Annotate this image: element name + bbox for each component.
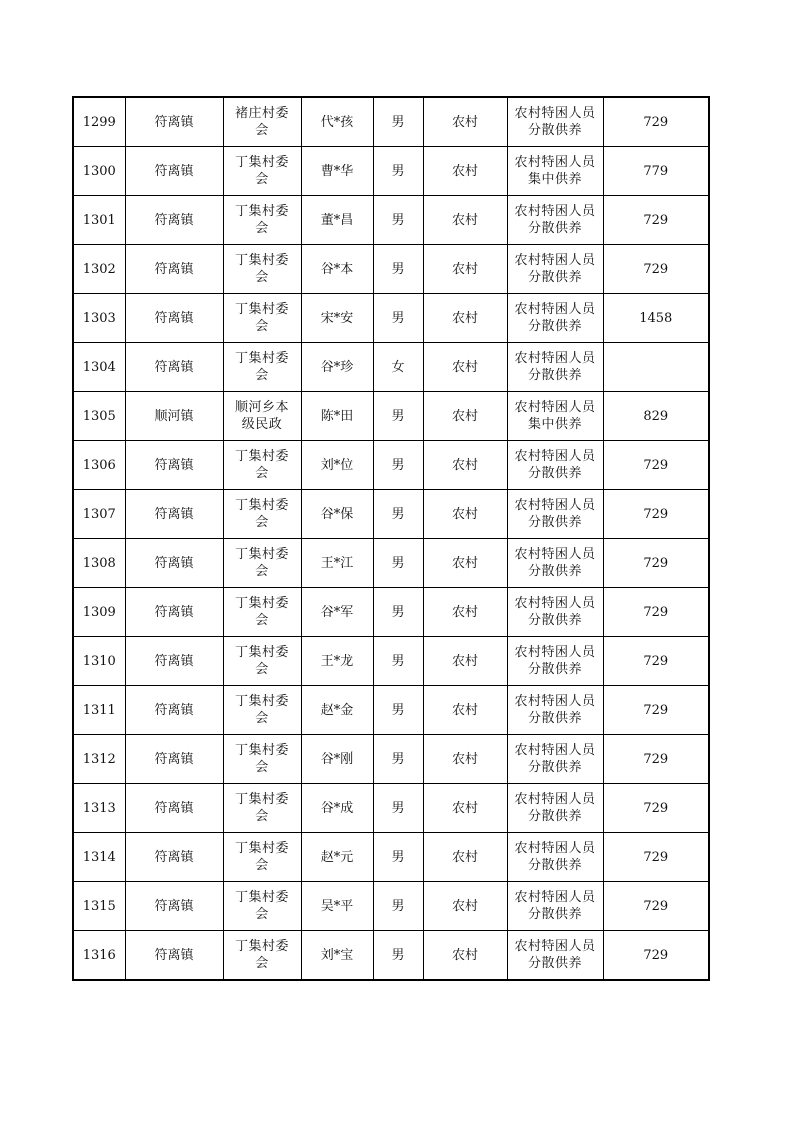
cell-residence-type: 农村 (423, 490, 507, 539)
cell-amount (603, 343, 709, 392)
cell-support-category (507, 294, 603, 343)
cell-amount: 729 (603, 882, 709, 931)
cell-residence-type: 农村 (423, 294, 507, 343)
cell-support-category-text: 农村特困人员分散供养 (514, 253, 596, 285)
roster-body (73, 97, 709, 980)
cell-amount: 729 (603, 245, 709, 294)
cell-town: 符离镇 (125, 735, 223, 784)
cell-sex: 男 (373, 637, 423, 686)
table-row (73, 784, 709, 833)
cell-sex: 男 (373, 196, 423, 245)
roster-table (72, 96, 710, 981)
cell-serial-number: 1311 (73, 686, 125, 735)
cell-village-text: 丁集村委会 (234, 694, 289, 726)
cell-village-text: 丁集村委会 (234, 939, 289, 971)
cell-person-name: 代*孩 (301, 97, 373, 147)
cell-serial-number: 1313 (73, 784, 125, 833)
cell-residence-type: 农村 (423, 784, 507, 833)
cell-support-category-text: 农村特困人员分散供养 (514, 694, 596, 726)
table-row (73, 441, 709, 490)
cell-village-text: 顺河乡本级民政 (234, 400, 289, 432)
cell-village-text: 褚庄村委会 (234, 106, 289, 138)
cell-amount: 729 (603, 735, 709, 784)
cell-residence-type: 农村 (423, 245, 507, 294)
cell-residence-type: 农村 (423, 882, 507, 931)
cell-residence-type: 农村 (423, 392, 507, 441)
cell-village-text: 丁集村委会 (234, 645, 289, 677)
cell-residence-type: 农村 (423, 539, 507, 588)
cell-serial-number: 1307 (73, 490, 125, 539)
cell-support-category (507, 833, 603, 882)
cell-village (223, 539, 301, 588)
cell-residence-type: 农村 (423, 686, 507, 735)
cell-amount: 729 (603, 784, 709, 833)
table-row (73, 196, 709, 245)
cell-village (223, 147, 301, 196)
cell-serial-number: 1309 (73, 588, 125, 637)
cell-amount: 779 (603, 147, 709, 196)
cell-person-name: 陈*田 (301, 392, 373, 441)
cell-support-category (507, 588, 603, 637)
cell-sex: 男 (373, 833, 423, 882)
table-row (73, 245, 709, 294)
cell-sex: 男 (373, 97, 423, 147)
cell-support-category (507, 882, 603, 931)
table-row (73, 392, 709, 441)
cell-sex: 男 (373, 294, 423, 343)
cell-village-text: 丁集村委会 (234, 547, 289, 579)
cell-sex: 男 (373, 490, 423, 539)
cell-support-category-text: 农村特困人员分散供养 (514, 449, 596, 481)
cell-serial-number: 1300 (73, 147, 125, 196)
table-row (73, 343, 709, 392)
cell-person-name: 董*昌 (301, 196, 373, 245)
cell-support-category-text: 农村特困人员分散供养 (514, 106, 596, 138)
table-row (73, 97, 709, 147)
cell-town: 符离镇 (125, 294, 223, 343)
cell-serial-number: 1316 (73, 931, 125, 981)
cell-sex: 男 (373, 735, 423, 784)
cell-village (223, 882, 301, 931)
cell-village-text: 丁集村委会 (234, 449, 289, 481)
cell-person-name: 谷*军 (301, 588, 373, 637)
cell-residence-type: 农村 (423, 588, 507, 637)
cell-village-text: 丁集村委会 (234, 253, 289, 285)
cell-person-name: 王*龙 (301, 637, 373, 686)
cell-amount: 729 (603, 833, 709, 882)
cell-support-category-text: 农村特困人员分散供养 (514, 596, 596, 628)
cell-town: 符离镇 (125, 637, 223, 686)
cell-village (223, 931, 301, 981)
cell-amount: 729 (603, 196, 709, 245)
cell-amount: 829 (603, 392, 709, 441)
cell-support-category (507, 441, 603, 490)
cell-person-name: 谷*本 (301, 245, 373, 294)
cell-village-text: 丁集村委会 (234, 743, 289, 775)
table-row (73, 294, 709, 343)
cell-support-category (507, 343, 603, 392)
cell-town: 符离镇 (125, 588, 223, 637)
cell-residence-type: 农村 (423, 97, 507, 147)
cell-sex: 男 (373, 441, 423, 490)
cell-support-category (507, 686, 603, 735)
cell-serial-number: 1302 (73, 245, 125, 294)
table-row (73, 931, 709, 981)
cell-support-category-text: 农村特困人员分散供养 (514, 841, 596, 873)
cell-support-category (507, 245, 603, 294)
cell-support-category (507, 931, 603, 981)
cell-village-text: 丁集村委会 (234, 351, 289, 383)
cell-town: 符离镇 (125, 539, 223, 588)
cell-person-name: 吴*平 (301, 882, 373, 931)
cell-support-category (507, 490, 603, 539)
cell-residence-type: 农村 (423, 833, 507, 882)
cell-support-category-text: 农村特困人员分散供养 (514, 743, 596, 775)
cell-support-category (507, 147, 603, 196)
cell-support-category (507, 97, 603, 147)
cell-town: 符离镇 (125, 343, 223, 392)
cell-person-name: 曹*华 (301, 147, 373, 196)
cell-person-name: 宋*安 (301, 294, 373, 343)
cell-residence-type: 农村 (423, 343, 507, 392)
table-row (73, 882, 709, 931)
cell-support-category (507, 735, 603, 784)
cell-serial-number: 1308 (73, 539, 125, 588)
cell-amount: 729 (603, 97, 709, 147)
cell-serial-number: 1312 (73, 735, 125, 784)
cell-support-category (507, 784, 603, 833)
cell-support-category-text: 农村特困人员分散供养 (514, 302, 596, 334)
cell-serial-number: 1299 (73, 97, 125, 147)
cell-village-text: 丁集村委会 (234, 498, 289, 530)
cell-village (223, 97, 301, 147)
cell-person-name: 赵*元 (301, 833, 373, 882)
cell-person-name: 刘*位 (301, 441, 373, 490)
cell-amount: 1458 (603, 294, 709, 343)
cell-amount: 729 (603, 588, 709, 637)
cell-support-category-text: 农村特困人员集中供养 (514, 155, 596, 187)
cell-serial-number: 1310 (73, 637, 125, 686)
cell-support-category-text: 农村特困人员分散供养 (514, 547, 596, 579)
cell-town: 符离镇 (125, 833, 223, 882)
cell-sex: 男 (373, 931, 423, 981)
cell-residence-type: 农村 (423, 441, 507, 490)
table-row (73, 637, 709, 686)
cell-residence-type: 农村 (423, 147, 507, 196)
cell-person-name: 赵*金 (301, 686, 373, 735)
cell-amount: 729 (603, 686, 709, 735)
cell-person-name: 谷*成 (301, 784, 373, 833)
cell-serial-number: 1304 (73, 343, 125, 392)
cell-support-category-text: 农村特困人员分散供养 (514, 498, 596, 530)
cell-village (223, 490, 301, 539)
cell-support-category (507, 637, 603, 686)
cell-town: 符离镇 (125, 441, 223, 490)
cell-support-category (507, 539, 603, 588)
cell-person-name: 刘*宝 (301, 931, 373, 981)
cell-support-category (507, 196, 603, 245)
cell-support-category-text: 农村特困人员集中供养 (514, 400, 596, 432)
cell-village (223, 392, 301, 441)
cell-serial-number: 1315 (73, 882, 125, 931)
cell-sex: 男 (373, 686, 423, 735)
cell-support-category-text: 农村特困人员分散供养 (514, 204, 596, 236)
cell-person-name: 王*江 (301, 539, 373, 588)
cell-village (223, 343, 301, 392)
cell-support-category-text: 农村特困人员分散供养 (514, 939, 596, 971)
table-row (73, 735, 709, 784)
table-row (73, 686, 709, 735)
cell-village (223, 588, 301, 637)
cell-village (223, 735, 301, 784)
cell-village-text: 丁集村委会 (234, 841, 289, 873)
cell-support-category-text: 农村特困人员分散供养 (514, 351, 596, 383)
cell-village (223, 784, 301, 833)
cell-serial-number: 1301 (73, 196, 125, 245)
cell-amount: 729 (603, 539, 709, 588)
cell-village-text: 丁集村委会 (234, 792, 289, 824)
table-row (73, 833, 709, 882)
cell-town: 符离镇 (125, 245, 223, 294)
cell-village (223, 245, 301, 294)
cell-sex: 男 (373, 539, 423, 588)
table-row (73, 147, 709, 196)
cell-village-text: 丁集村委会 (234, 302, 289, 334)
cell-sex: 男 (373, 588, 423, 637)
cell-town: 符离镇 (125, 784, 223, 833)
cell-serial-number: 1305 (73, 392, 125, 441)
cell-residence-type: 农村 (423, 735, 507, 784)
cell-village (223, 196, 301, 245)
cell-town: 符离镇 (125, 97, 223, 147)
table-row (73, 539, 709, 588)
cell-sex: 男 (373, 147, 423, 196)
cell-village (223, 637, 301, 686)
cell-town: 符离镇 (125, 882, 223, 931)
cell-village-text: 丁集村委会 (234, 890, 289, 922)
cell-serial-number: 1306 (73, 441, 125, 490)
cell-town: 符离镇 (125, 196, 223, 245)
cell-sex: 男 (373, 882, 423, 931)
cell-person-name: 谷*刚 (301, 735, 373, 784)
cell-town: 符离镇 (125, 931, 223, 981)
cell-town: 顺河镇 (125, 392, 223, 441)
cell-village (223, 686, 301, 735)
cell-amount: 729 (603, 490, 709, 539)
cell-village (223, 833, 301, 882)
cell-serial-number: 1314 (73, 833, 125, 882)
cell-support-category-text: 农村特困人员分散供养 (514, 792, 596, 824)
cell-sex: 男 (373, 392, 423, 441)
cell-village-text: 丁集村委会 (234, 204, 289, 236)
cell-village-text: 丁集村委会 (234, 155, 289, 187)
cell-support-category-text: 农村特困人员分散供养 (514, 645, 596, 677)
cell-sex: 女 (373, 343, 423, 392)
cell-residence-type: 农村 (423, 931, 507, 981)
cell-town: 符离镇 (125, 490, 223, 539)
cell-village (223, 441, 301, 490)
table-row (73, 490, 709, 539)
cell-amount: 729 (603, 637, 709, 686)
cell-town: 符离镇 (125, 686, 223, 735)
cell-sex: 男 (373, 245, 423, 294)
cell-residence-type: 农村 (423, 637, 507, 686)
cell-town: 符离镇 (125, 147, 223, 196)
cell-support-category (507, 392, 603, 441)
cell-village-text: 丁集村委会 (234, 596, 289, 628)
cell-person-name: 谷*珍 (301, 343, 373, 392)
cell-support-category-text: 农村特困人员分散供养 (514, 890, 596, 922)
cell-person-name: 谷*保 (301, 490, 373, 539)
cell-village (223, 294, 301, 343)
cell-amount: 729 (603, 441, 709, 490)
table-row (73, 588, 709, 637)
cell-serial-number: 1303 (73, 294, 125, 343)
cell-residence-type: 农村 (423, 196, 507, 245)
cell-sex: 男 (373, 784, 423, 833)
cell-amount: 729 (603, 931, 709, 981)
